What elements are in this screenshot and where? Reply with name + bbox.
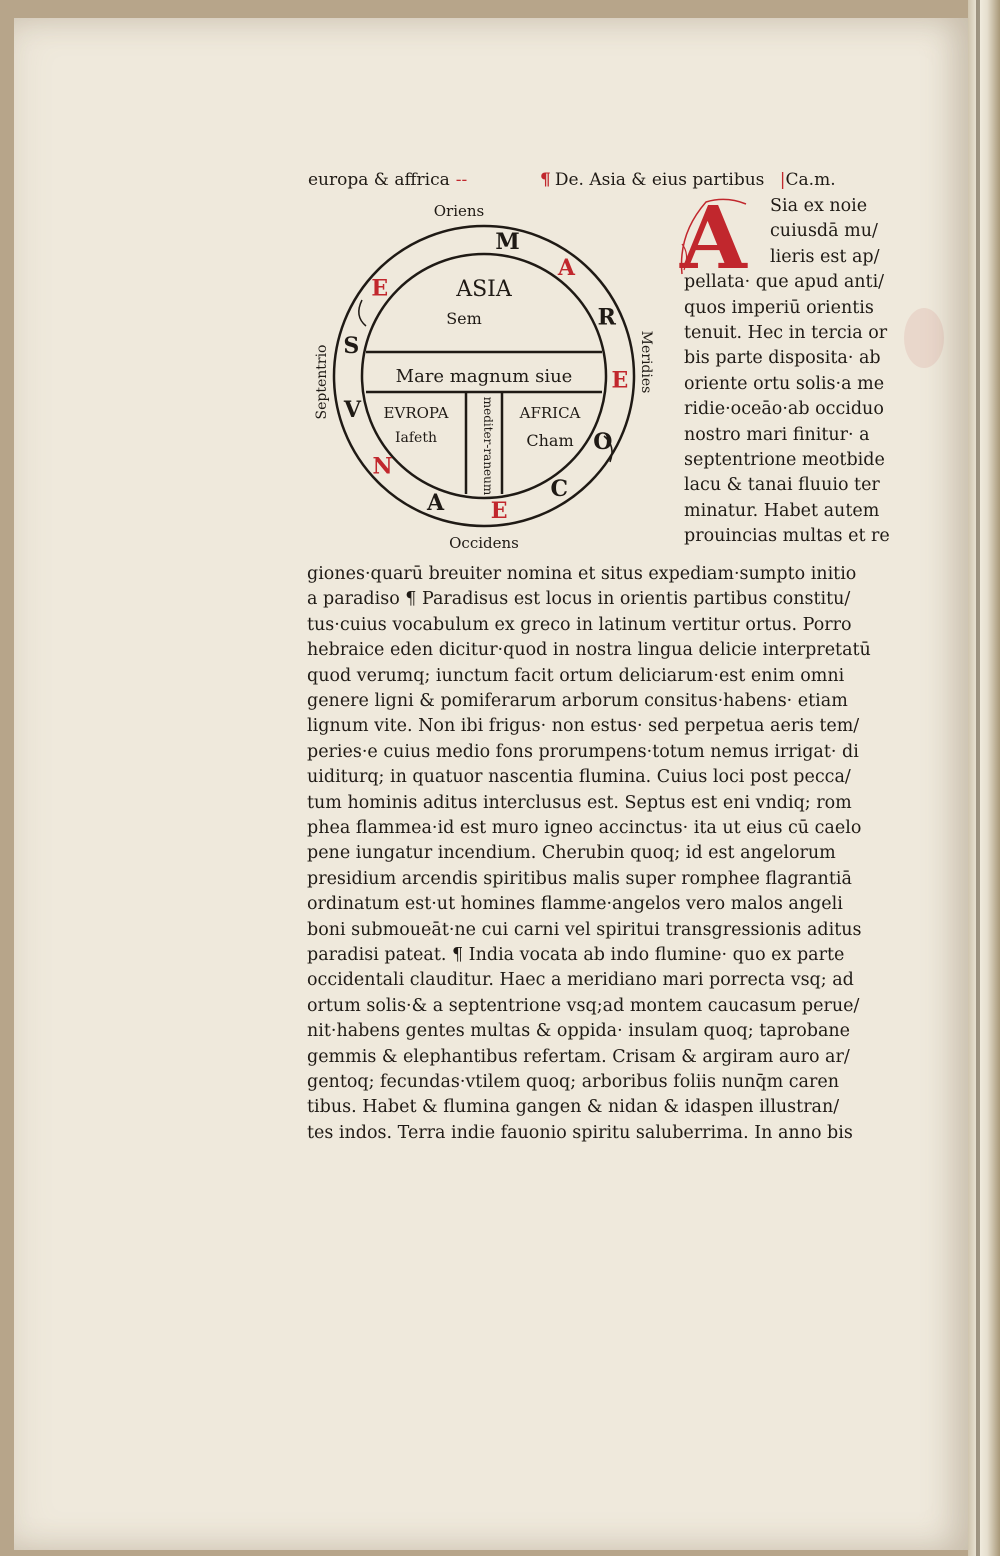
red-stain <box>904 308 944 368</box>
body-line: hebraice eden dicitur·quod in nostra lingua delicie interpretatū <box>307 640 871 661</box>
body-line: ortum solis·& a septentrione vsq;ad montem caucasum perue/ <box>307 995 860 1016</box>
body-line: boni submoueāt·ne cui carni vel spiritui transgressionis aditus <box>307 919 862 940</box>
ring-letter: E <box>490 498 508 525</box>
column-line: nostro mari finitur· a <box>684 424 870 445</box>
ring-letter: E <box>371 275 389 302</box>
spine-shadow <box>976 0 980 1556</box>
chapter-tail: Ca.m. <box>785 170 836 190</box>
column-line: oriente ortu solis·a me <box>684 373 885 394</box>
body-line: nit·habens gentes multas & oppida· insulam quoq; taprobane <box>307 1021 851 1042</box>
column-line: septentrione meotbide <box>684 450 885 470</box>
map-label-meridies: Meridies <box>638 330 654 394</box>
body-line: tum hominis aditus interclusus est. Septus est eni vndiq; rom <box>307 792 852 813</box>
chapter-title: De. Asia & eius partibus <box>554 170 765 190</box>
body-line: ordinatum est·ut homines flamme·angelos vero malos angeli <box>307 894 843 915</box>
chapter-heading <box>540 170 836 190</box>
body-line: tibus. Habet & flumina gangen & nidan & idaspen illustran/ <box>307 1097 840 1118</box>
body-line: quod verumq; iunctum facit ortum deliciarum·est enim omni <box>307 665 845 686</box>
map-label-mediterraneum: mediter-raneum <box>481 396 495 496</box>
column-line: tenuit. Hec in tercia or <box>684 323 888 343</box>
body-line: gentoq; fecundas·vtilem quoq; arboribus foliis nunq̄m caren <box>307 1072 839 1092</box>
map-label-occidens: Occidens <box>449 534 519 552</box>
ring-letter: O <box>593 429 613 456</box>
column-line: lacu & tanai fluuio ter <box>684 475 880 496</box>
column-line: bis parte disposita· ab <box>684 348 881 369</box>
body-line: genere ligni & pomiferarum arborum consitus·habens· etiam <box>307 691 848 711</box>
column-line: cuiusdā mu/ <box>770 221 878 242</box>
map-label-oriens: Oriens <box>433 202 485 220</box>
body-line: presidium arcendis spiritibus malis super romphee flagrantiā <box>307 868 852 889</box>
facing-page-edge <box>968 0 1000 1556</box>
column-line: Sia ex noie <box>770 196 868 216</box>
decorated-initial: A <box>680 188 747 289</box>
body-line: paradisi pateat. ¶ India vocata ab indo flumine· quo ex parte <box>307 945 845 965</box>
map-label-africa: AFRICA <box>519 404 581 422</box>
column-line: ridie·oceāo·ab occiduo <box>684 399 884 420</box>
body-line: tus·cuius vocabulum ex greco in latinum vertitur ortus. Porro <box>307 614 852 635</box>
body-line: giones·quarū breuiter nomina et situs expediam·sumpto initio <box>307 564 857 584</box>
t-o-world-map <box>304 196 664 556</box>
ring-letter: A <box>426 490 445 516</box>
map-label-septentrio: Septentrio <box>314 344 330 420</box>
ring-letter: R <box>597 304 616 331</box>
map-label-sem: Sem <box>446 309 482 328</box>
body-line: phea flammea·id est muro igneo accinctus· ita ut eius cū caelo <box>307 818 862 838</box>
initial-flourish <box>676 194 756 278</box>
map-flourish-left <box>359 300 366 326</box>
body-line: a paradiso ¶ Paradisus est locus in orientis partibus constitu/ <box>307 589 851 610</box>
body-line: gemmis & elephantibus refertam. Crisam & argiram auro ar/ <box>307 1046 850 1067</box>
body-line: peries·e cuius medio fons prorumpens·totum nemus irrigat· di <box>307 741 859 762</box>
body-line: pene iungatur incendium. Cherubin quoq; id est angelorum <box>307 843 836 864</box>
body-line: occidentali clauditur. Haec a meridiano mari porrecta vsq; ad <box>307 970 854 991</box>
map-label-cham: Cham <box>526 431 574 450</box>
heading-left-dash: -- <box>455 170 468 190</box>
ring-letter: A <box>557 254 575 281</box>
ring-letter: E <box>611 367 629 394</box>
body-line: uiditurq; in quatuor nascentia flumina. Cuius loci post pecca/ <box>307 767 851 788</box>
running-head-left <box>308 170 467 190</box>
column-line: minatur. Habet autem <box>684 500 880 521</box>
map-label-europa: EVROPA <box>383 404 449 422</box>
map-label-mare: Mare magnum siue <box>395 366 573 387</box>
column-line: pellata· que apud anti/ <box>684 272 885 293</box>
body-line: lignum vite. Non ibi frigus· non estus· sed perpetua aeris tem/ <box>307 716 860 737</box>
ring-letter: N <box>372 453 393 480</box>
heading-left-text: europa & affrica <box>308 170 450 190</box>
chapter-tail-mark: | <box>779 170 786 190</box>
column-line: prouincias multas et re <box>684 526 890 547</box>
column-line: quos imperiū orientis <box>684 297 874 318</box>
map-label-iafeth: Iafeth <box>395 430 437 446</box>
ring-letter: S <box>343 333 360 359</box>
ring-letter: M <box>495 229 520 256</box>
body-line: tes indos. Terra indie fauonio spiritu saluberrima. In anno bis <box>307 1122 853 1143</box>
pilcrow-icon: ¶ <box>540 170 551 190</box>
map-label-asia: ASIA <box>456 277 512 302</box>
ring-letter: V <box>343 397 361 424</box>
column-line: lieris est ap/ <box>770 246 880 267</box>
ring-letter: C <box>550 476 569 503</box>
